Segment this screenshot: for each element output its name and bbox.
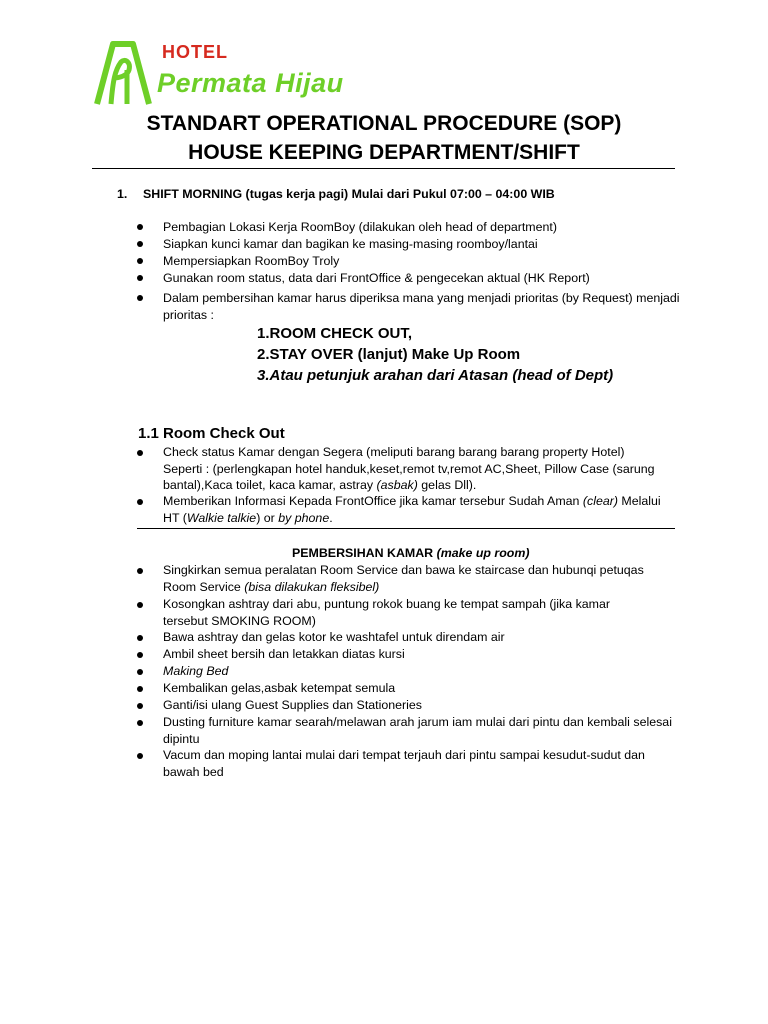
bullet-icon [137,241,143,247]
bullet-icon [137,602,143,608]
bullet-icon [137,275,143,281]
section-room-check-out-heading: 1.1 Room Check Out [138,425,285,442]
list-item-text: Memberikan Informasi Kepada FrontOffice jika kamar tersebur Sudah Aman [163,494,583,508]
bullet-icon [137,720,143,726]
cleaning-heading-italic: (make up room) [436,546,530,560]
list-item: Mempersiapkan RoomBoy Troly [163,254,340,268]
title-divider [92,168,675,169]
list-item: Making Bed [163,664,229,678]
section-number: 1. [117,187,128,201]
list-item-text: . [329,510,333,525]
document-subtitle: HOUSE KEEPING DEPARTMENT/SHIFT [188,141,580,164]
list-item-italic-text: Walkie talkie [186,510,257,525]
list-item [163,562,673,595]
bullet-icon [137,753,143,759]
list-item: Dalam pembersihan kamar harus diperiksa mana yang menjadi prioritas (by Request) menjadi prioritas : [163,291,680,322]
list-item: Ambil sheet bersih dan letakkan diatas kursi [163,647,405,661]
section-divider [137,528,675,529]
list-item [163,493,673,526]
list-item [163,444,663,494]
hotel-logo [91,40,351,108]
list-item: Vacum dan moping lantai mulai dari tempat terjauh dari pintu sampai kesudut-sudut dan bawah bed [163,748,645,779]
bullet-icon [137,686,143,692]
section-cleaning-heading [292,545,530,562]
list-item: Siapkan kunci kamar dan bagikan ke masing-masing roomboy/lantai [163,237,538,251]
bullet-icon [137,669,143,675]
priority-item: 2.STAY OVER (lanjut) Make Up Room [257,346,521,363]
bullet-icon [137,224,143,230]
bullet-icon [137,635,143,641]
list-item-text: Singkirkan semua peralatan Room Service dan bawa ke staircase dan hubunqi petuqas Room Service [163,563,644,594]
section-shift-morning-heading: SHIFT MORNING (tugas kerja pagi) Mulai dari Pukul 07:00 – 04:00 WIB [143,187,555,201]
bullet-icon [137,703,143,709]
hotel-logo-mark [91,40,155,106]
list-item: Kembalikan gelas,asbak ketempat semula [163,681,396,695]
list-item: Kosongkan ashtray dari abu, puntung rokok buang ke tempat sampah (jika kamar tersebut SMOKING ROOM) [163,597,611,628]
list-item-italic-text: (asbak) [376,478,418,493]
bullet-icon [137,652,143,658]
list-item: Ganti/isi ulang Guest Supplies dan Stationeries [163,698,422,712]
bullet-icon [137,258,143,264]
logo-hotel-name: Permata Hijau [157,68,344,98]
list-item-text: gelas Dll). [417,478,477,493]
list-item-text: ) or [256,510,279,525]
bullet-icon [137,295,143,301]
list-item-text: Check status Kamar dengan Segera (meliputi barang barang barang property Hotel) Seperti : (perlengkapan hotel handuk,keset,remot tv,remot AC,Sheet, Pillow Case (sarung bantal),Kaca toilet, kaca kamar, astray [163,445,655,493]
bullet-icon [137,568,143,574]
list-item-italic-text: by phone [278,510,330,525]
list-item-italic-text: (bisa dilakukan fleksibel) [244,579,380,594]
list-item-italic-text: (clear) [582,494,618,508]
list-item: Pembagian Lokasi Kerja RoomBoy (dilakukan oleh head of department) [163,220,557,234]
list-item: Bawa ashtray dan gelas kotor ke washtafel untuk direndam air [163,630,505,644]
document-title: STANDART OPERATIONAL PROCEDURE (SOP) [146,112,622,135]
list-item: Dusting furniture kamar searah/melawan arah jarum iam mulai dari pintu dan kembali selesai dipintu [163,715,672,746]
list-item: Gunakan room status, data dari FrontOffice & pengecekan aktual (HK Report) [163,271,590,285]
cleaning-heading-text: PEMBERSIHAN KAMAR [292,546,437,560]
priority-item: 1.ROOM CHECK OUT, [257,325,413,342]
bullet-icon [137,499,143,505]
logo-hotel-text: HOTEL [162,42,228,62]
priority-item: 3.Atau petunjuk arahan dari Atasan (head of Dept) [257,367,614,384]
bullet-icon [137,450,143,456]
list-item-text: Melalui HT ( [163,494,661,525]
